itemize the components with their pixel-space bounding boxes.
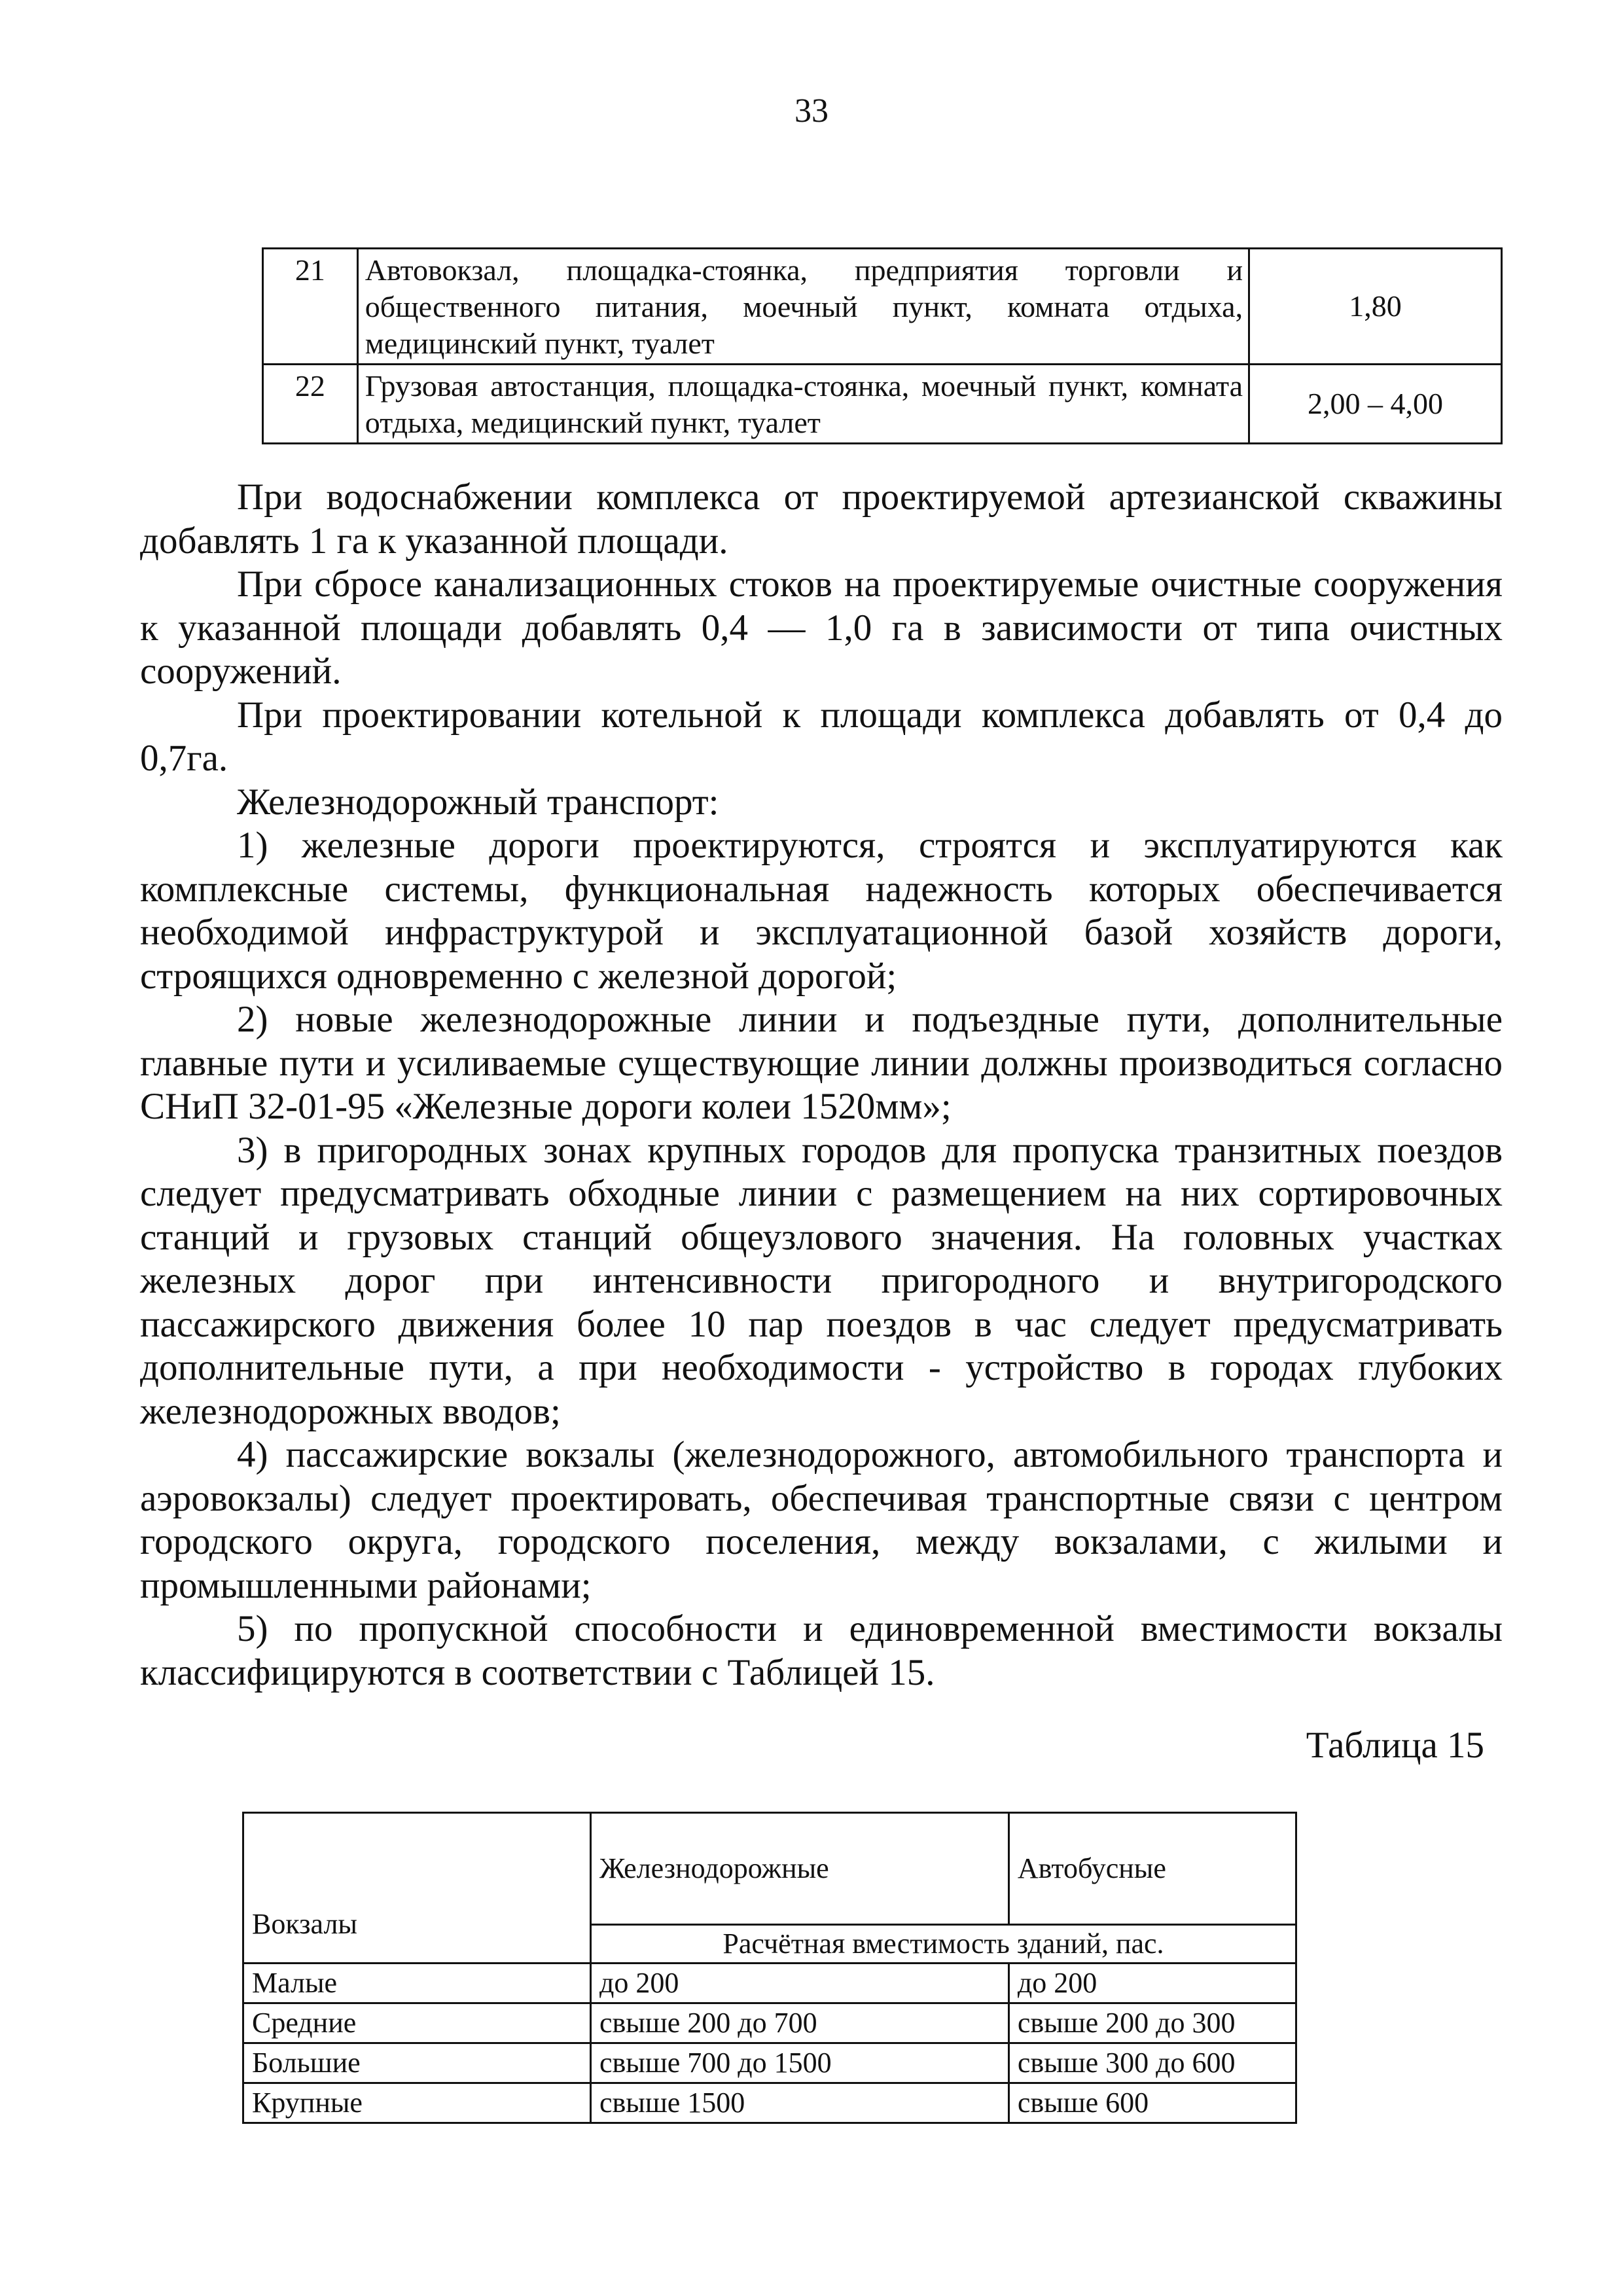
table-row — [263, 365, 1502, 444]
station-size: Большие — [243, 2043, 591, 2083]
facilities-table — [262, 247, 1503, 444]
paragraph: 4) пассажирские вокзалы (железнодорожного, автомобильного транспорта и аэровокзалы) следует проектировать, обеспечивая транспортные связи с центром городского округа, городского поселения, между вокзалами, с жилыми и промышленными районами; — [140, 1434, 1503, 1606]
stations-table — [242, 1812, 1297, 2124]
header-stations: Вокзалы — [243, 1813, 591, 1964]
row-number: 22 — [263, 365, 358, 444]
paragraph: При проектировании котельной к площади комплекса добавлять от 0,4 до 0,7га. — [140, 694, 1503, 779]
row-value: 1,80 — [1249, 249, 1502, 365]
paragraph: 2) новые железнодорожные линии и подъездные пути, дополнительные главные пути и усиливаемые существующие линии должны производиться согласно СНиП 32-01-95 «Железные дороги колеи 1520мм»; — [140, 999, 1503, 1127]
railway-capacity: свыше 1500 — [590, 2083, 1008, 2123]
bus-capacity: свыше 200 до 300 — [1008, 2003, 1296, 2043]
station-size: Крупные — [243, 2083, 591, 2123]
header-capacity: Расчётная вместимость зданий, пас. — [590, 1925, 1296, 1964]
header-railway: Железнодорожные — [590, 1813, 1008, 1925]
bus-capacity: свыше 300 до 600 — [1008, 2043, 1296, 2083]
paragraph: При сбросе канализационных стоков на проектируемые очистные сооружения к указанной площади добавлять 0,4 — 1,0 га в зависимости от типа очистных сооружений. — [140, 564, 1503, 692]
station-size: Средние — [243, 2003, 591, 2043]
station-size: Малые — [243, 1964, 591, 2003]
railway-capacity: свыше 200 до 700 — [590, 2003, 1008, 2043]
row-description: Грузовая автостанция, площадка-стоянка, моечный пункт, комната отдыха, медицинский пункт, туалет — [357, 365, 1249, 444]
paragraph: 5) по пропускной способности и единовременной вместимости вокзалы классифицируются в соответствии с Таблицей 15. — [140, 1608, 1503, 1693]
railway-capacity: до 200 — [590, 1964, 1008, 2003]
row-description: Автовокзал, площадка-стоянка, предприятия торговли и общественного питания, моечный пункт, комната отдыха, медицинский пункт, туалет — [357, 249, 1249, 365]
bus-capacity: до 200 — [1008, 1964, 1296, 2003]
table-row — [243, 2083, 1296, 2123]
page-number: 33 — [794, 92, 829, 130]
table-row — [263, 249, 1502, 365]
table-header-row — [243, 1813, 1296, 1925]
bus-capacity: свыше 600 — [1008, 2083, 1296, 2123]
paragraph: При водоснабжении комплекса от проектируемой артезианской скважины добавлять 1 га к указанной площади. — [140, 476, 1503, 562]
table-row — [243, 2043, 1296, 2083]
header-bus: Автобусные — [1008, 1813, 1296, 1925]
table-row — [243, 2003, 1296, 2043]
table-caption: Таблица 15 — [1306, 1725, 1484, 1766]
row-number: 21 — [263, 249, 358, 365]
paragraph: 1) железные дороги проектируются, строятся и эксплуатируются как комплексные системы, функциональная надежность которых обеспечивается необходимой инфраструктурой и эксплуатационной базой хозяйств дороги, строящихся одновременно с железной дорогой; — [140, 825, 1503, 997]
table-row — [243, 1964, 1296, 2003]
row-value: 2,00 – 4,00 — [1249, 365, 1502, 444]
paragraph: Железнодорожный транспорт: — [237, 781, 719, 823]
body-text — [140, 476, 1503, 1695]
paragraph: 3) в пригородных зонах крупных городов для пропуска транзитных поездов следует предусматривать обходные линии с размещением на них сортировочных станций и грузовых станций общеузлового значения. На головных участках железных дорог при интенсивности пригородного и внутригородского пассажирского движения более 10 пар поездов в час следует предусматривать дополнительные пути, а при необходимости - устройство в городах глубоких железнодорожных вводов; — [140, 1129, 1503, 1432]
railway-capacity: свыше 700 до 1500 — [590, 2043, 1008, 2083]
